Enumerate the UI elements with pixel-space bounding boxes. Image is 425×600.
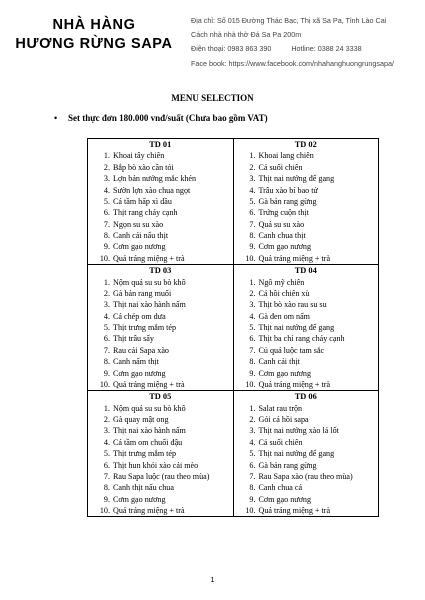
dish-item	[234, 425, 379, 436]
dish-list	[234, 277, 379, 391]
dish-name: Trứng cuộn thịt	[258, 208, 309, 218]
logo-line-1: NHÀ HÀNG	[52, 17, 136, 33]
dish-item	[234, 437, 379, 448]
menu-table	[87, 138, 379, 517]
dish-item	[88, 333, 233, 344]
dish-number: 7.	[103, 219, 110, 229]
dish-number: 7.	[249, 219, 256, 229]
dish-number: 5.	[103, 323, 110, 333]
set-title: TD 02	[294, 140, 317, 149]
dish-item	[234, 505, 379, 516]
dish-number: 7.	[249, 471, 256, 481]
menu-row	[88, 139, 379, 265]
dish-number: 6.	[103, 208, 110, 218]
menu-row	[88, 265, 379, 391]
dish-item	[88, 448, 233, 459]
menu-set-cell	[233, 139, 379, 265]
dish-item	[234, 448, 379, 459]
dish-item	[88, 322, 233, 333]
dish-number: 5.	[103, 449, 110, 459]
menu-row	[88, 391, 379, 517]
dish-number: 9.	[103, 368, 110, 378]
dish-name: Gà bản rang gừng	[258, 196, 317, 206]
dish-item	[234, 482, 379, 493]
dish-name: Canh thịt nấu chua	[113, 483, 174, 493]
dish-number: 10.	[99, 379, 110, 389]
dish-number: 9.	[249, 494, 256, 504]
dish-item	[234, 277, 379, 288]
dish-item	[88, 482, 233, 493]
dish-item	[88, 230, 233, 241]
dish-item	[234, 322, 379, 333]
dish-list	[88, 403, 233, 517]
restaurant-logo	[10, 16, 178, 54]
dish-number: 3.	[249, 426, 256, 436]
dish-item	[234, 460, 379, 471]
dish-name: Thịt ba chỉ rang cháy cạnh	[258, 334, 345, 344]
dish-number: 10.	[99, 506, 110, 516]
dish-name: Cá tầm om chuối đậu	[113, 437, 183, 447]
dish-item	[234, 345, 379, 356]
dish-name: Rau Sapa xào (rau theo mùa)	[258, 471, 353, 481]
dish-number: 1.	[249, 151, 256, 161]
dish-name: Canh chua thịt	[258, 231, 306, 241]
set-title: TD 05	[149, 392, 172, 402]
dish-name: Thịt nai nướng để gang	[258, 449, 335, 459]
dish-number: 1.	[249, 277, 256, 287]
dish-name: Thịt rang cháy cạnh	[113, 208, 178, 218]
dish-number: 1.	[103, 151, 110, 161]
page-number: 1	[210, 575, 215, 584]
dish-number: 4.	[249, 311, 256, 321]
dish-item	[88, 379, 233, 390]
dish-name: Thịt trưng mắm tép	[113, 323, 177, 333]
dish-item	[234, 403, 379, 414]
dish-name: Củ quả luộc tam sắc	[258, 345, 325, 355]
contact-info	[191, 14, 423, 71]
dish-name: Canh cải thịt	[258, 357, 300, 367]
dish-number: 2.	[249, 288, 256, 298]
dish-number: 7.	[103, 471, 110, 481]
dish-item	[88, 471, 233, 482]
dish-name: Quả su su xào	[258, 219, 305, 229]
dish-name: Thịt nai xào hành nấm	[113, 300, 186, 310]
dish-item	[234, 333, 379, 344]
dish-name: Thịt nai nướng xào lá lốt	[258, 426, 339, 436]
set-title: TD 06	[294, 392, 317, 402]
dish-item	[234, 162, 379, 173]
dish-item	[234, 471, 379, 482]
dish-list	[234, 150, 379, 264]
dish-item	[88, 356, 233, 367]
dish-name: Nộm quả su su bò khô	[113, 277, 186, 287]
dish-number: 5.	[249, 449, 256, 459]
dish-name: Thịt nai nướng để gang	[258, 174, 335, 184]
dish-item	[88, 173, 233, 184]
dish-name: Thịt trưng mắm tép	[113, 449, 177, 459]
address-text: Địa chỉ: Số 015 Đường Thác Bạc, Thị xã Sa Pa, Tỉnh Lào Cai	[191, 16, 387, 25]
dish-name: Canh cải nấu thịt	[113, 231, 169, 241]
dish-name: Cơm gạo nương	[113, 494, 166, 504]
dish-item	[234, 311, 379, 322]
dish-number: 8.	[249, 483, 256, 493]
dish-name: Gỏi cá hồi sapa	[258, 415, 309, 425]
dish-item	[88, 460, 233, 471]
facebook-link[interactable]: Face book: https://www.facebook.com/nhahanghuongrungsapa/	[191, 58, 394, 68]
dish-item	[88, 505, 233, 516]
dish-item	[88, 185, 233, 196]
set-title: TD 03	[149, 266, 172, 276]
dish-number: 9.	[103, 242, 110, 252]
dish-name: Khoai lang chiên	[258, 151, 314, 161]
dish-item	[234, 173, 379, 184]
dish-item	[234, 207, 379, 218]
dish-number: 6.	[249, 460, 256, 470]
dish-number: 8.	[103, 231, 110, 241]
dish-item	[88, 414, 233, 425]
dish-item	[234, 219, 379, 230]
set-price-text: Set thực đơn 180.000 vnđ/suất (Chưa bao gồm VAT)	[68, 113, 268, 123]
dish-name: Thịt nai xào hành nấm	[113, 426, 186, 436]
dish-item	[88, 437, 233, 448]
dish-item	[234, 288, 379, 299]
dish-number: 10.	[245, 506, 256, 516]
dish-number: 8.	[249, 357, 256, 367]
dish-name: Cơm gạo nương	[258, 242, 312, 252]
dish-number: 6.	[103, 460, 110, 470]
dish-item	[88, 241, 233, 252]
dish-number: 8.	[249, 231, 256, 241]
phone-text: Điện thoại: 0983 863 390	[191, 44, 272, 54]
dish-number: 3.	[103, 174, 110, 184]
dish-item	[88, 299, 233, 310]
dish-name: Salat rau trộn	[258, 403, 303, 413]
dish-number: 9.	[249, 242, 256, 252]
dish-item	[88, 403, 233, 414]
dish-name: Cá tầm hấp xì dầu	[113, 196, 172, 206]
dish-name: Quả tráng miệng + trà	[258, 253, 331, 263]
dish-item	[234, 185, 379, 196]
dish-number: 1.	[249, 403, 256, 413]
dish-item	[234, 196, 379, 207]
dish-item	[234, 253, 379, 264]
dish-name: Nộm quả su su bò khô	[113, 403, 186, 413]
dish-name: Canh chua cá	[258, 483, 303, 493]
dish-item	[234, 414, 379, 425]
dish-name: Ngô mỹ chiên	[258, 277, 305, 287]
dish-name: Gà đen om nấm	[258, 311, 310, 321]
dish-item	[88, 368, 233, 379]
logo-line-2: HƯƠNG RỪNG SAPA	[15, 36, 173, 52]
dish-name: Ngọn su su xào	[113, 219, 164, 229]
menu-set-cell	[88, 265, 234, 391]
dish-name: Cá suối chiên	[258, 437, 303, 447]
dish-name: Lợn bản nướng mắc khén	[113, 174, 197, 184]
menu-title: MENU SELECTION	[171, 93, 254, 103]
dish-list	[88, 277, 233, 391]
dish-number: 10.	[245, 379, 256, 389]
menu-set-cell	[233, 391, 379, 517]
page-header	[0, 0, 425, 72]
dish-item	[88, 277, 233, 288]
dish-name: Cơm gạo nương	[258, 368, 312, 378]
dish-name: Canh nấm thịt	[113, 357, 159, 367]
dish-number: 5.	[249, 323, 256, 333]
dish-number: 5.	[249, 196, 256, 206]
dish-item	[88, 207, 233, 218]
dish-number: 7.	[103, 345, 110, 355]
dish-number: 2.	[103, 162, 110, 172]
dish-list	[88, 150, 233, 264]
dish-number: 4.	[103, 311, 110, 321]
dish-name: Cá hồi chiên xù	[258, 288, 310, 298]
dish-number: 4.	[249, 437, 256, 447]
dish-name: Thịt bò xào rau su su	[258, 300, 327, 310]
menu-set-cell	[88, 139, 234, 265]
dish-name: Rau Sapa luộc (rau theo mùa)	[113, 471, 210, 481]
dish-name: Sườn lợn xào chua ngọt	[113, 185, 191, 195]
dish-name: Khoai tây chiên	[113, 151, 165, 161]
dish-number: 6.	[249, 334, 256, 344]
dish-name: Gà quay mật ong	[113, 415, 169, 425]
dish-item	[234, 230, 379, 241]
dish-number: 2.	[103, 288, 110, 298]
dish-number: 5.	[103, 196, 110, 206]
dish-item	[234, 299, 379, 310]
menu-set-cell	[233, 265, 379, 391]
dish-item	[234, 241, 379, 252]
dish-item	[234, 379, 379, 390]
dish-number: 1.	[103, 403, 110, 413]
distance-text: Cách nhà nhà thờ Đá Sa Pa 200m	[191, 30, 302, 40]
dish-number: 4.	[103, 185, 110, 195]
dish-item	[234, 356, 379, 367]
dish-name: Quả tráng miệng + trà	[113, 379, 185, 389]
dish-number: 3.	[249, 300, 256, 310]
dish-number: 3.	[249, 174, 256, 184]
dish-number: 2.	[103, 415, 110, 425]
dish-number: 10.	[99, 253, 110, 263]
dish-number: 7.	[249, 345, 256, 355]
dish-name: Gà bản rang muối	[113, 288, 172, 298]
dish-item	[88, 150, 233, 161]
dish-item	[88, 345, 233, 356]
bullet-icon: •	[54, 113, 58, 123]
dish-name: Thịt hun khói xào cải mèo	[113, 460, 199, 470]
dish-name: Cơm gạo nương	[113, 242, 166, 252]
dish-name: Rau cải Sapa xào	[113, 345, 169, 355]
phone-row	[191, 42, 423, 56]
dish-item	[88, 311, 233, 322]
dish-number: 3.	[103, 300, 110, 310]
dish-item	[88, 219, 233, 230]
dish-name: Cơm gạo nương	[113, 368, 166, 378]
menu-set-cell	[88, 391, 234, 517]
set-price-line	[54, 113, 268, 123]
dish-item	[88, 196, 233, 207]
dish-name: Bắp bò xào cần tỏi	[113, 162, 174, 172]
dish-item	[88, 425, 233, 436]
dish-name: Thịt nai nướng để gang	[258, 323, 335, 333]
dish-item	[234, 494, 379, 505]
dish-name: Quả tráng miệng + trà	[258, 506, 331, 516]
dish-name: Thịt trâu sấy	[113, 334, 154, 344]
dish-number: 9.	[249, 368, 256, 378]
dish-item	[234, 150, 379, 161]
dish-number: 8.	[103, 357, 110, 367]
dish-list	[234, 403, 379, 517]
dish-item	[88, 253, 233, 264]
dish-name: Quả tráng miệng + trà	[113, 253, 185, 263]
dish-name: Gà bản rang gừng	[258, 460, 317, 470]
set-title: TD 04	[294, 266, 317, 276]
dish-number: 6.	[249, 208, 256, 218]
hotline-text: Hotline: 0388 24 3338	[291, 44, 362, 54]
dish-name: Cơm gạo nương	[258, 494, 312, 504]
dish-item	[234, 368, 379, 379]
set-title: TD 01	[149, 140, 172, 149]
dish-name: Quả tráng miệng + trà	[113, 506, 185, 516]
dish-number: 2.	[249, 162, 256, 172]
dish-name: Quả tráng miệng + trà	[258, 379, 331, 389]
dish-name: Trâu xào bí bao tử	[258, 185, 318, 195]
dish-item	[88, 162, 233, 173]
dish-number: 8.	[103, 483, 110, 493]
dish-number: 4.	[103, 437, 110, 447]
dish-item	[88, 288, 233, 299]
dish-number: 1.	[103, 277, 110, 287]
dish-number: 2.	[249, 415, 256, 425]
dish-name: Cá chép om dưa	[113, 311, 166, 321]
dish-item	[88, 494, 233, 505]
dish-number: 10.	[245, 253, 256, 263]
dish-number: 9.	[103, 494, 110, 504]
dish-name: Cá suối chiên	[258, 162, 303, 172]
dish-number: 4.	[249, 185, 256, 195]
dish-number: 6.	[103, 334, 110, 344]
dish-number: 3.	[103, 426, 110, 436]
